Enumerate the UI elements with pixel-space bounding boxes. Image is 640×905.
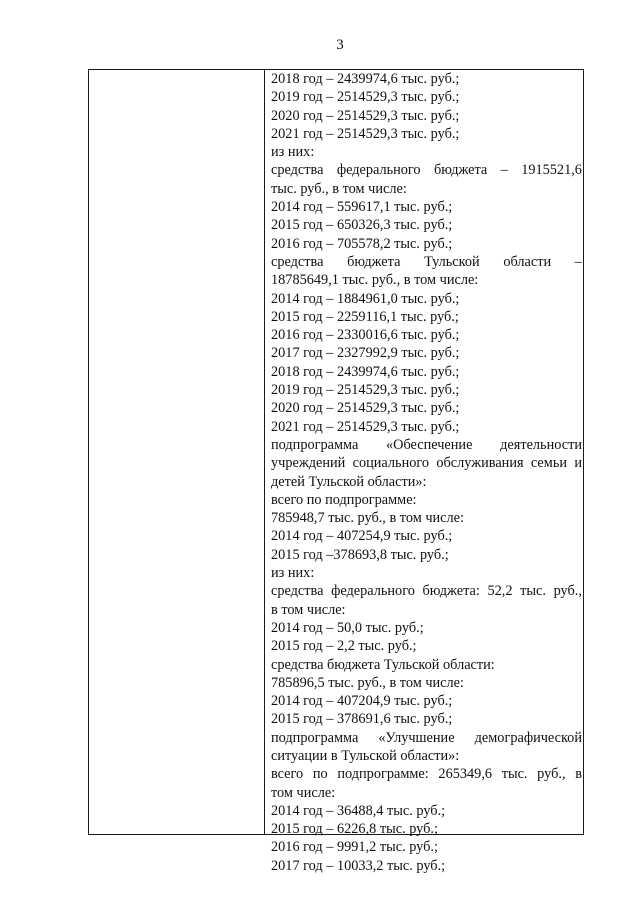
text-word: подпрограмма: [271, 436, 359, 453]
text-line: средства бюджета Тульской области:: [271, 656, 495, 673]
text-line: всего по подпрограмме:: [271, 491, 417, 508]
text-line: 18785649,1 тыс. руб., в том числе:: [271, 272, 479, 289]
text-line: [271, 454, 582, 472]
text-line: 2021 год – 2514529,3 тыс. руб.;: [271, 418, 460, 435]
text-word: 1915521,6: [521, 162, 582, 179]
text-line: в том числе:: [271, 601, 346, 618]
text-line: 2020 год – 2514529,3 тыс. руб.;: [271, 400, 460, 417]
text-line: 2015 год – 2259116,1 тыс. руб.;: [271, 308, 459, 325]
text-word: средства: [271, 162, 324, 179]
text-word: бюджета: [433, 162, 488, 179]
text-word: социального: [352, 455, 430, 472]
text-line: [271, 436, 582, 454]
text-line: 2014 год – 1884961,0 тыс. руб.;: [271, 290, 460, 307]
table-column-divider: [264, 69, 265, 835]
text-line: 2014 год – 50,0 тыс. руб.;: [271, 619, 424, 636]
text-word: «Улучшение: [378, 729, 455, 746]
text-word: всего: [271, 766, 304, 783]
text-word: бюджета: [347, 253, 401, 270]
text-word: руб.,: [553, 583, 582, 600]
text-word: тыс.: [501, 766, 528, 783]
text-word: руб.,: [537, 766, 566, 783]
text-word: федерального: [336, 162, 421, 179]
text-line: [271, 253, 582, 271]
text-line: 2014 год – 407254,9 тыс. руб.;: [271, 528, 453, 545]
text-line: 2017 год – 2327992,9 тыс. руб.;: [271, 345, 460, 362]
text-line: 2015 год –378693,8 тыс. руб.;: [271, 546, 449, 563]
text-word: 265349,6: [438, 766, 493, 783]
text-word: тыс.: [520, 583, 546, 600]
text-word: демографической: [474, 729, 582, 746]
text-line: том числе:: [271, 784, 336, 801]
text-line: 2015 год – 6226,8 тыс. руб.;: [271, 821, 438, 838]
text-line: детей Тульской области»:: [271, 473, 427, 490]
text-line: 2018 год – 2439974,6 тыс. руб.;: [271, 71, 460, 87]
text-word: учреждений: [271, 455, 346, 472]
text-line: [271, 765, 582, 783]
text-line: 2016 год – 9991,2 тыс. руб.;: [271, 839, 438, 856]
page-number: 3: [336, 37, 344, 53]
text-word: федерального: [331, 583, 415, 600]
text-line: 2019 год – 2514529,3 тыс. руб.;: [271, 89, 460, 106]
funding-text-column: [271, 70, 582, 875]
text-word: 52,2: [487, 583, 513, 600]
text-word: обслуживания: [436, 455, 524, 472]
text-line: ситуации в Тульской области»:: [271, 747, 460, 764]
text-word: по: [312, 766, 328, 783]
text-line: 2016 год – 2330016,6 тыс. руб.;: [271, 327, 460, 344]
text-line: из них:: [271, 565, 315, 582]
text-word: бюджета:: [422, 583, 480, 600]
text-line: 2014 год – 407204,9 тыс. руб.;: [271, 693, 453, 710]
text-word: деятельности: [500, 436, 582, 453]
text-word: области: [503, 253, 552, 270]
text-line: тыс. руб., в том числе:: [271, 180, 407, 197]
text-line: 2014 год – 36488,4 тыс. руб.;: [271, 802, 446, 819]
text-line: 2017 год – 10033,2 тыс. руб.;: [271, 857, 446, 874]
text-line: 2020 год – 2514529,3 тыс. руб.;: [271, 107, 460, 124]
text-word: «Обеспечение: [386, 436, 473, 453]
text-word: –: [500, 162, 508, 179]
text-word: в: [575, 766, 582, 783]
text-line: 785948,7 тыс. руб., в том числе:: [271, 510, 464, 527]
text-word: средства: [271, 253, 324, 270]
text-line: [271, 582, 582, 600]
text-word: подпрограмма: [271, 729, 359, 746]
text-word: Тульской: [424, 253, 480, 270]
text-line: 2016 год – 705578,2 тыс. руб.;: [271, 235, 453, 252]
text-line: 2018 год – 2439974,6 тыс. руб.;: [271, 363, 460, 380]
text-word: семьи: [530, 455, 567, 472]
text-word: –: [574, 253, 582, 270]
text-word: и: [574, 455, 582, 472]
text-word: подпрограмме:: [337, 766, 429, 783]
text-line: 2014 год – 559617,1 тыс. руб.;: [271, 199, 453, 216]
text-line: [271, 161, 582, 179]
text-line: 2019 год – 2514529,3 тыс. руб.;: [271, 382, 460, 399]
text-line: 2015 год – 2,2 тыс. руб.;: [271, 638, 417, 655]
text-line: из них:: [271, 144, 315, 161]
text-line: 2015 год – 378691,6 тыс. руб.;: [271, 711, 453, 728]
text-line: [271, 729, 582, 747]
text-line: 2015 год – 650326,3 тыс. руб.;: [271, 217, 453, 234]
text-word: средства: [271, 583, 324, 600]
text-line: 785896,5 тыс. руб., в том числе:: [271, 674, 464, 691]
text-line: 2021 год – 2514529,3 тыс. руб.;: [271, 125, 460, 142]
